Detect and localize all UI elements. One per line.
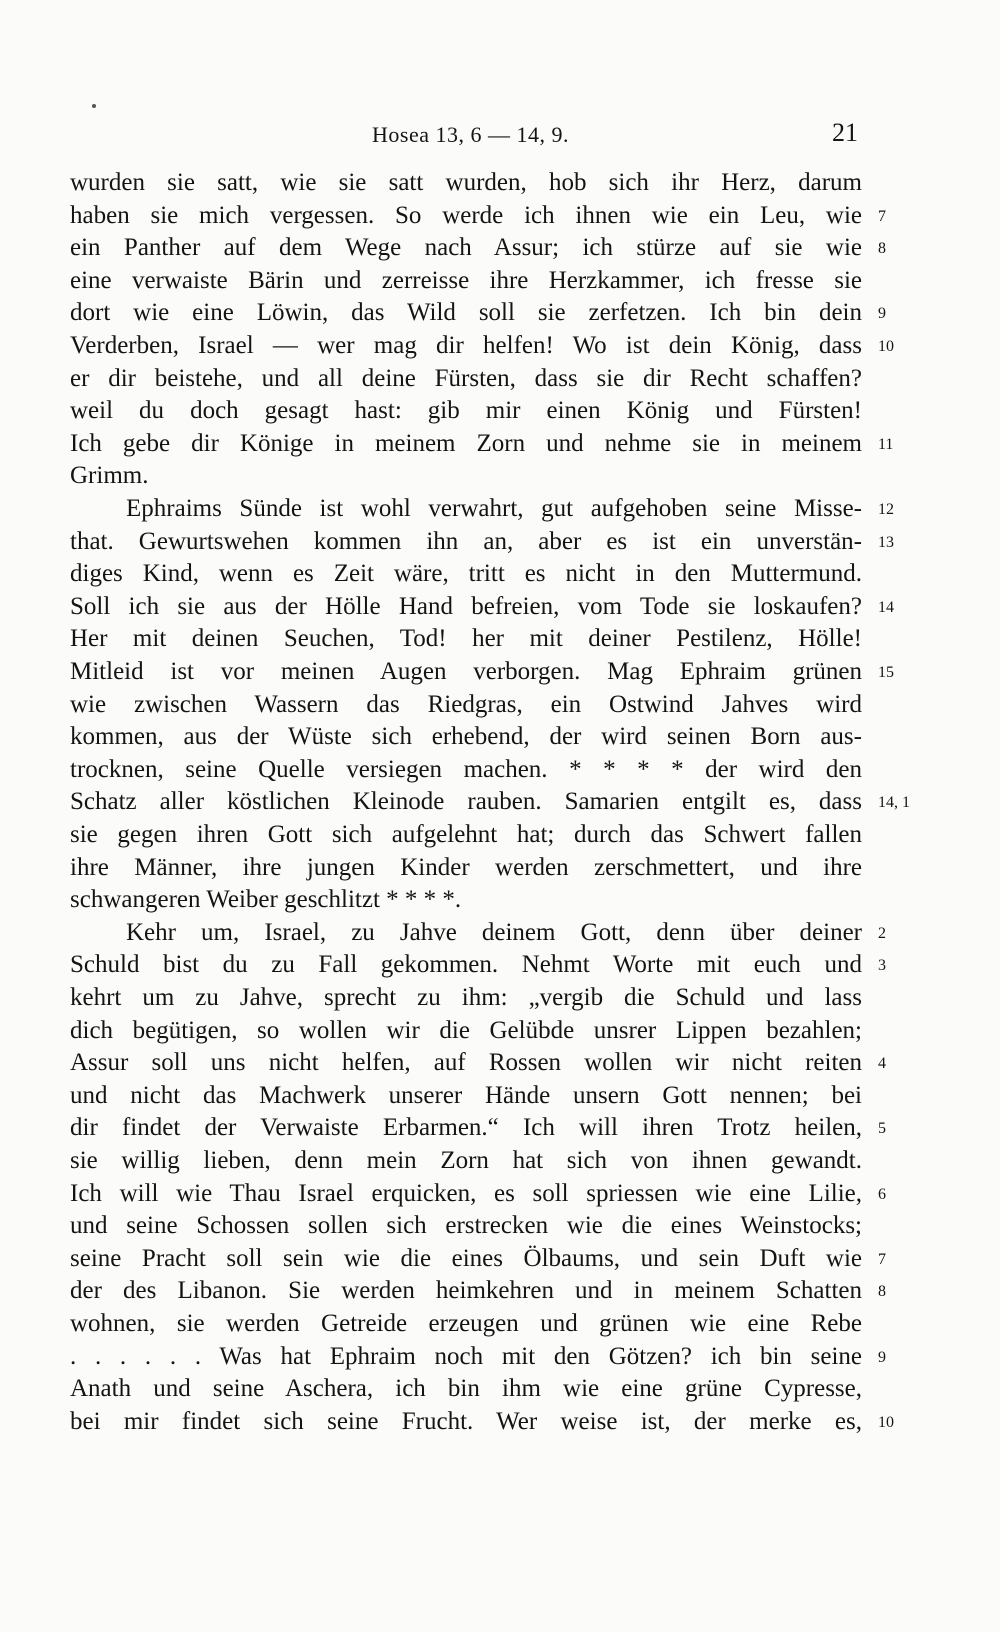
verse-number: 4 [878,1055,886,1073]
verse-number: 12 [878,501,894,518]
text-line: kommen, aus der Wüste sich erhebend, der wird seinen Born aus- [70,723,862,751]
text-line: sie gegen ihren Gott sich aufgelehnt hat; durch das Schwert fallen [70,821,862,848]
text-line: dich begütigen, so wollen wir die Gelübde unsrer Lippen bezahlen; [70,1016,862,1044]
text-line: wohnen, sie werden Getreide erzeugen und grünen wie eine Rebe [70,1310,862,1337]
text-line: haben sie mich vergessen. So werde ich ihnen wie ein Leu, wie [70,201,862,229]
verse-number: 15 [878,664,894,681]
text-line: ihre Männer, ihre jungen Kinder werden zerschmettert, und ihre [70,853,862,881]
verse-number: 14, 1 [878,794,910,812]
verse-number: 11 [878,435,894,453]
text-line: er dir beistehe, und all deine Fürsten, dass sie dir Recht schaffen? [70,364,862,392]
verse-number: 3 [878,957,886,975]
text-line: wurden sie satt, wie sie satt wurden, hob sich ihr Herz, darum [70,169,862,196]
text-line: diges Kind, wenn es Zeit wäre, tritt es nicht in den Muttermund. [70,560,862,588]
verse-number: 2 [878,924,886,942]
print-speck [92,104,96,108]
text-line: der des Libanon. Sie werden heimkehren und in meinem Schatten [70,1277,862,1305]
text-line: dir findet der Verwaiste Erbarmen.“ Ich will ihren Trotz heilen, [70,1114,862,1142]
text-line: trocknen, seine Quelle versiegen machen. * * * * der wird den [70,755,862,783]
text-line: eine verwaiste Bärin und zerreisse ihre Herzkammer, ich fresse sie [70,266,862,294]
text-line: Ich will wie Thau Israel erquicken, es soll spriessen wie eine Lilie, [70,1179,862,1207]
text-line: Mitleid ist vor meinen Augen verborgen. Mag Ephraim grünen [70,658,862,685]
text-line: Ephraims Sünde ist wohl verwahrt, gut aufgehoben seine Misse- [126,495,862,522]
text-line: und nicht das Machwerk unserer Hände unsern Gott nennen; bei [70,1081,862,1109]
text-line: und seine Schossen sollen sich erstrecken wie die eines Weinstocks; [70,1212,862,1240]
verse-number: 7 [878,207,886,225]
text-line: schwangeren Weiber geschlitzt * * * *. [70,886,462,914]
verse-number: 14 [878,598,894,616]
verse-number: 13 [878,533,894,551]
text-line: dort wie eine Löwin, das Wild soll sie zerfetzen. Ich bin dein [70,299,862,327]
text-line: sie willig lieben, denn mein Zorn hat sich von ihnen gewandt. [70,1147,862,1174]
text-line: Schuld bist du zu Fall gekommen. Nehmt Worte mit euch und [70,951,862,979]
verse-number: 9 [878,305,886,323]
text-line: Soll ich sie aus der Hölle Hand befreien, vom Tode sie loskaufen? [70,592,862,620]
text-line: weil du doch gesagt hast: gib mir einen König und Fürsten! [70,397,862,425]
running-header: Hosea 13, 6 — 14, 9. [372,122,569,147]
text-line: seine Pracht soll sein wie die eines Ölbaums, und sein Duft wie [70,1244,862,1272]
verse-number: 9 [878,1348,886,1366]
verse-number: 7 [878,1250,886,1268]
text-line: . . . . . . Was hat Ephraim noch mit den Götzen? ich bin seine [70,1342,862,1370]
verse-number: 10 [878,1413,894,1431]
text-line: Her mit deinen Seuchen, Tod! her mit deiner Pestilenz, Hölle! [70,625,862,653]
verse-number: 8 [878,240,886,258]
verse-number: 8 [878,1283,886,1301]
verse-number: 5 [878,1120,886,1138]
text-line: Kehr um, Israel, zu Jahve deinem Gott, denn über deiner [126,918,862,946]
text-line: wie zwischen Wassern das Riedgras, ein Ostwind Jahves wird [70,690,862,718]
text-line: Assur soll uns nicht helfen, auf Rossen wollen wir nicht reiten [70,1049,862,1077]
text-line: ein Panther auf dem Wege nach Assur; ich stürze auf sie wie [70,234,862,262]
text-line: Ich gebe dir Könige in meinem Zorn und nehme sie in meinem [70,429,862,457]
text-line: Anath und seine Aschera, ich bin ihm wie eine grüne Cypresse, [70,1375,862,1403]
text-line: that. Gewurtswehen kommen ihn an, aber es ist ein unverstän- [70,527,862,555]
text-line: Schatz aller köstlichen Kleinode rauben. Samarien entgilt es, dass [70,788,862,816]
verse-number: 6 [878,1185,886,1203]
text-line: Grimm. [70,462,149,490]
verse-number: 10 [878,338,894,355]
text-line: kehrt um zu Jahve, sprecht zu ihm: „vergib die Schuld und lass [70,984,862,1011]
text-line: bei mir findet sich seine Frucht. Wer weise ist, der merke es, [70,1407,862,1435]
page-number: 21 [832,118,858,147]
text-line: Verderben, Israel — wer mag dir helfen! Wo ist dein König, dass [70,332,862,359]
